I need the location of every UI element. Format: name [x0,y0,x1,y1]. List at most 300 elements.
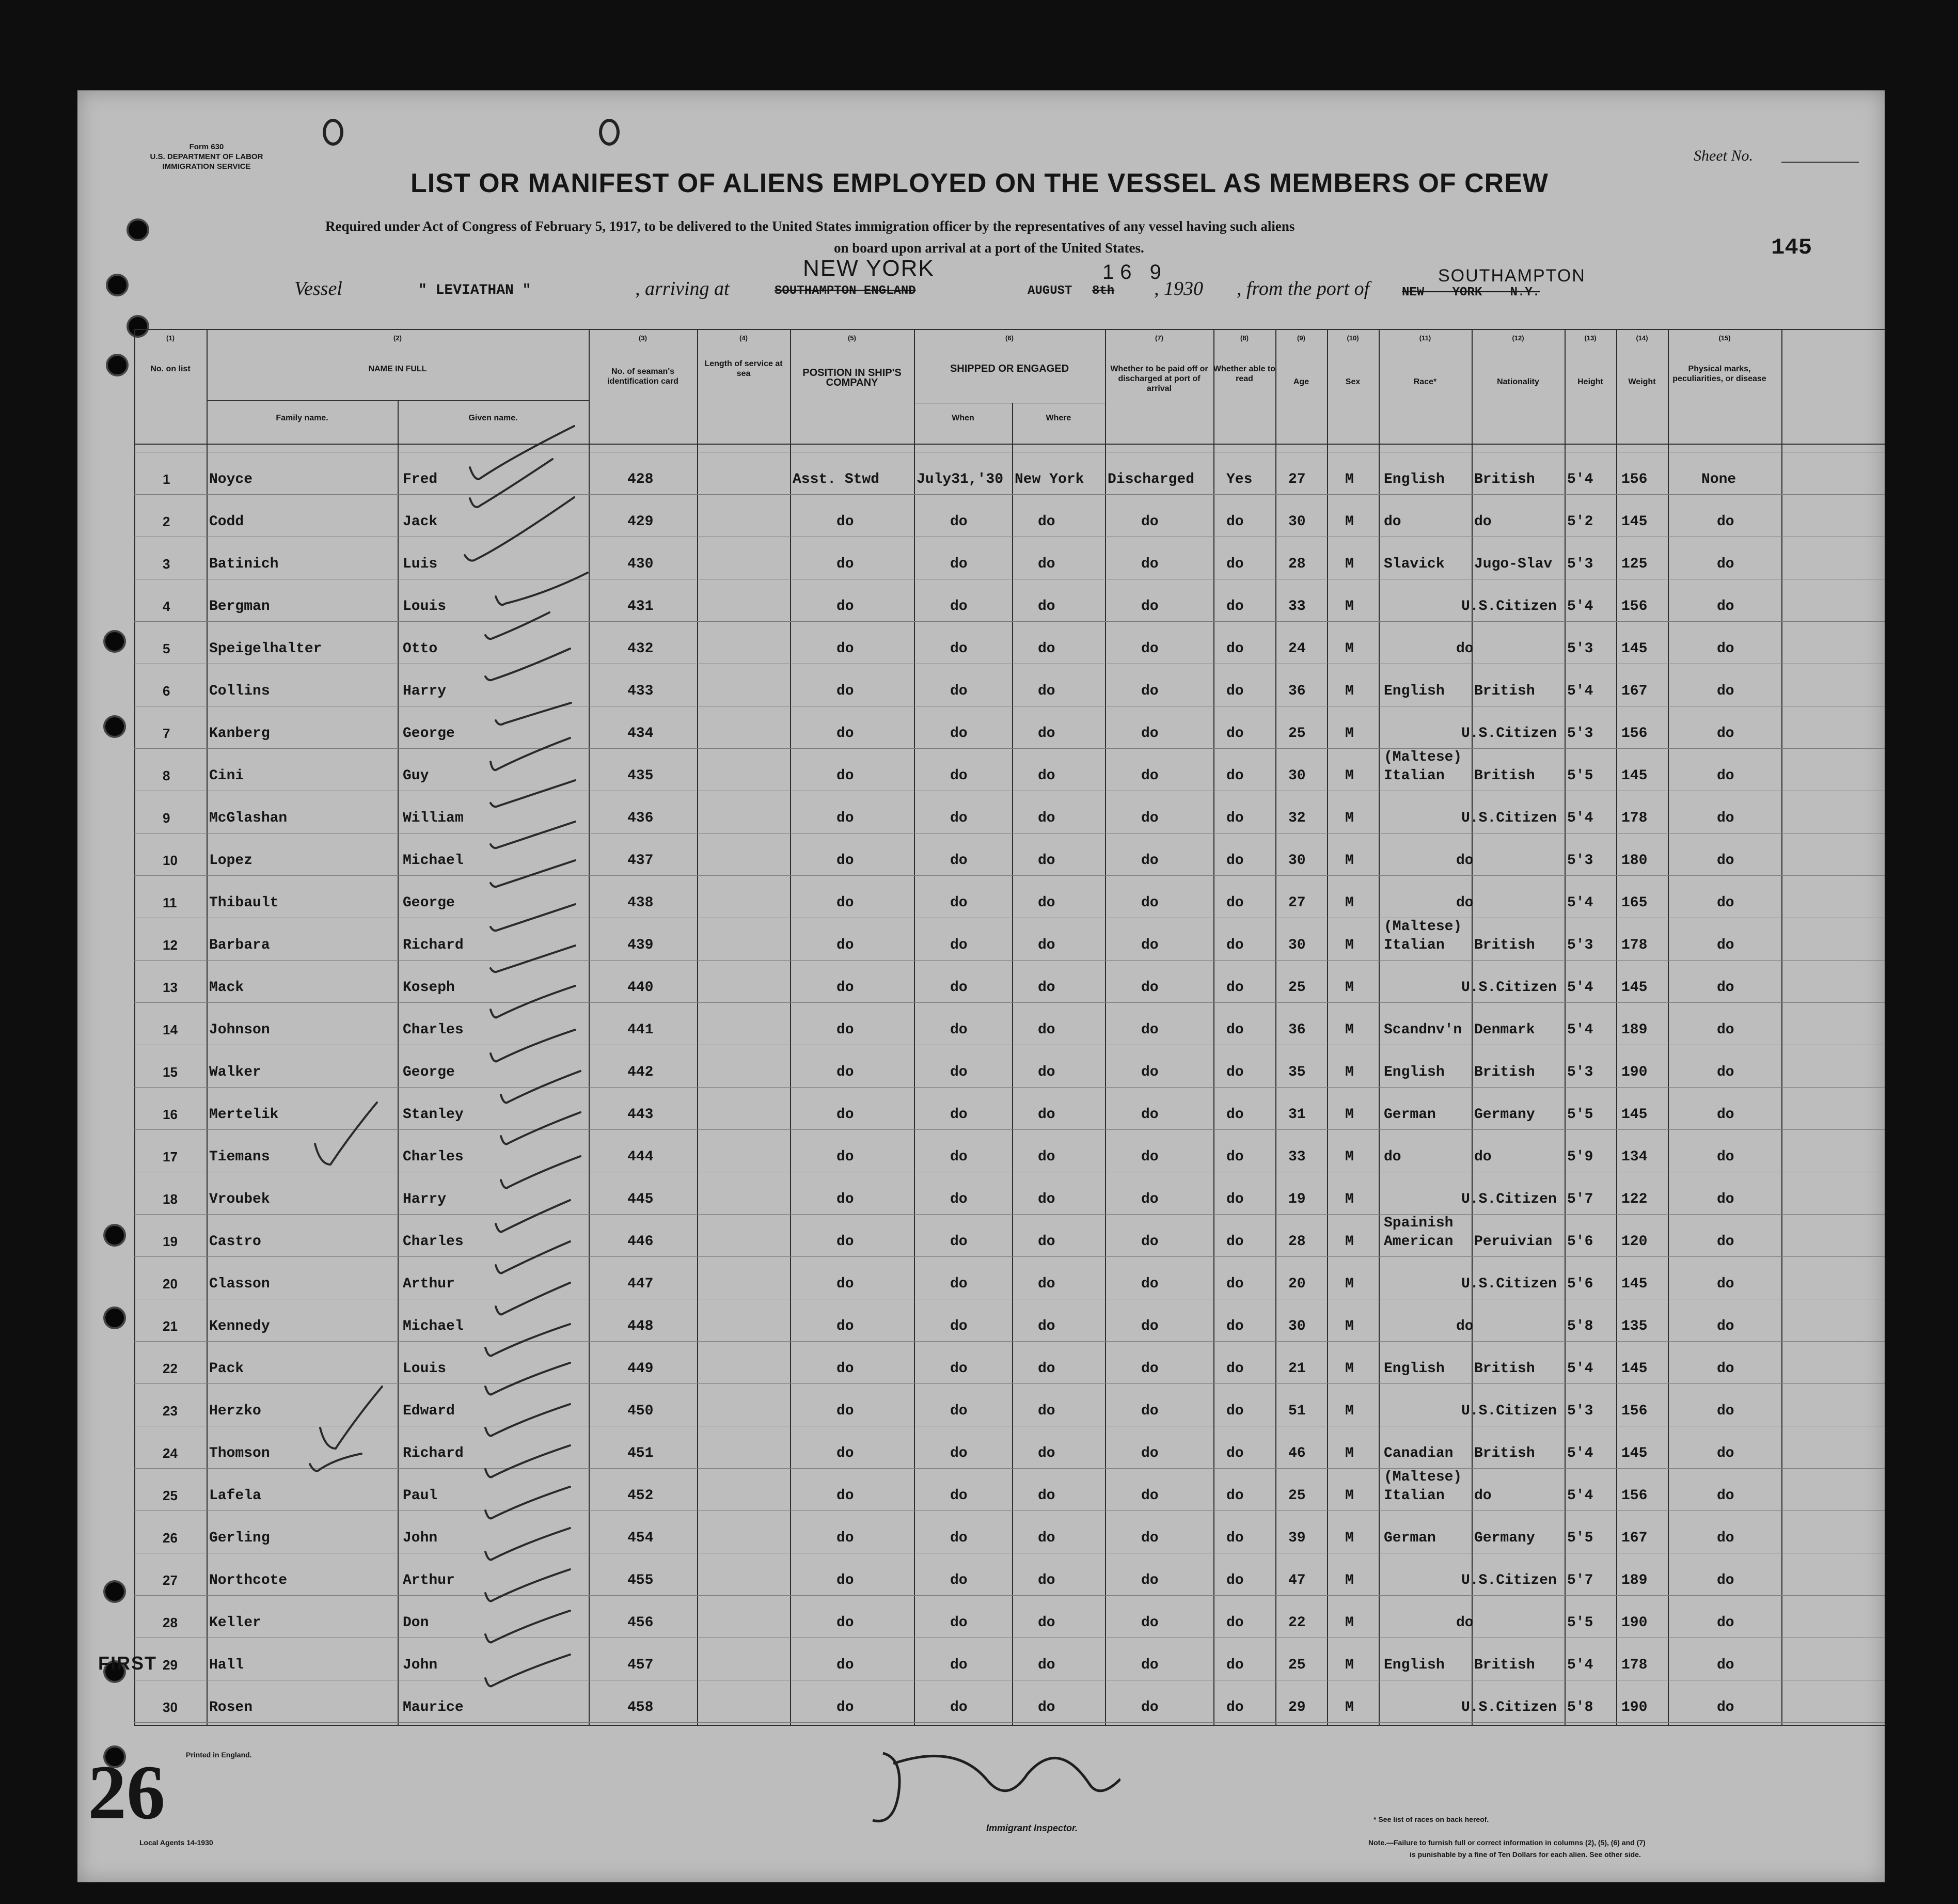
shipped-where: do [1038,1403,1055,1419]
punch-hole [106,354,129,376]
position: do [836,1234,854,1250]
column-divider [1565,329,1566,1726]
able-to-read: do [1226,556,1244,572]
paid-off: do [1141,1107,1159,1123]
nationality: Germany [1474,1530,1535,1546]
row-number: 27 [163,1572,178,1588]
row-number: 26 [163,1530,178,1546]
row-number: 8 [163,768,170,783]
nationality: Peruivian [1474,1234,1553,1250]
column-divider [398,400,399,1726]
given-name: John [403,1657,438,1673]
shipped-when: do [950,641,968,657]
paid-off: do [1141,1530,1159,1546]
physical-marks: do [1717,599,1734,615]
shipped-when: do [950,1361,968,1377]
position: do [836,895,854,911]
family-name: Cini [209,768,244,784]
given-name: Guy [403,768,429,784]
given-name: Richard [403,937,464,953]
column-divider [1327,329,1328,1726]
race: do [1384,514,1401,530]
header-given-name: Given name. [468,414,518,422]
race-note: (Maltese) [1384,919,1462,935]
height: 5'4 [1567,1445,1593,1461]
physical-marks: do [1717,1234,1734,1250]
shipped-when: do [950,1445,968,1461]
height: 5'5 [1567,768,1593,784]
nationality: do [1456,641,1474,657]
paid-off: do [1141,1657,1159,1673]
shipped-when: do [950,1615,968,1631]
able-to-read: do [1226,1276,1244,1292]
nationality: do [1474,1488,1492,1504]
height: 5'7 [1567,1572,1593,1588]
physical-marks: do [1717,768,1734,784]
position: do [836,1488,854,1504]
race: Italian [1384,768,1445,784]
physical-marks: do [1717,1403,1734,1419]
nationality: U.S.Citizen [1461,1276,1557,1292]
shipped-where: New York [1015,471,1084,487]
row-number: 9 [163,810,170,826]
shipped-where: do [1038,1700,1055,1716]
sex: M [1345,1234,1354,1250]
age: 51 [1288,1403,1306,1419]
column-divider [1213,329,1214,1726]
given-name: Edward [403,1403,455,1419]
header-when: When [952,414,974,422]
shipped-where: do [1038,1657,1055,1673]
row-number: 19 [163,1234,178,1249]
shipped-where: do [1038,1276,1055,1292]
column-number: (3) [639,334,647,342]
sex: M [1345,1149,1354,1165]
shipped-where: do [1038,810,1055,826]
given-name: George [403,726,455,742]
binder-ring [599,119,620,146]
column-number: (13) [1584,334,1597,342]
arrival-year: , 1930 [1154,278,1203,300]
column-number: (7) [1155,334,1163,342]
height: 5'7 [1567,1191,1593,1207]
shipped-when: do [950,1488,968,1504]
able-to-read: do [1226,1064,1244,1080]
nationality: Germany [1474,1107,1535,1123]
sex: M [1345,1191,1354,1207]
paid-off: do [1141,980,1159,996]
shipped-when: do [950,1700,968,1716]
weight: 156 [1621,471,1648,487]
sex: M [1345,853,1354,869]
family-name: Speigelhalter [209,641,322,657]
nationality: U.S.Citizen [1461,810,1557,826]
able-to-read: do [1226,1149,1244,1165]
height: 5'3 [1567,853,1593,869]
column-divider [1275,329,1276,1726]
nationality: British [1474,1657,1535,1673]
given-name: George [403,1064,455,1080]
row-number: 6 [163,683,170,699]
paid-off: do [1141,810,1159,826]
column-divider [914,329,915,1726]
height: 5'2 [1567,514,1593,530]
given-name: Louis [403,599,447,615]
paid-off: do [1141,768,1159,784]
card-number: 441 [627,1022,654,1038]
header-height: Height [1577,377,1603,386]
height: 5'4 [1567,599,1593,615]
from-port-struck: NEW YORK N.Y. [1402,286,1540,300]
weight: 145 [1621,1445,1648,1461]
position: do [836,810,854,826]
shipped-where: do [1038,1149,1055,1165]
weight: 135 [1621,1318,1648,1334]
card-number: 434 [627,726,654,742]
card-number: 439 [627,937,654,953]
shipped-where: do [1038,1064,1055,1080]
punch-hole [103,1580,126,1603]
from-port-label: , from the port of [1237,278,1370,300]
physical-marks: do [1717,1361,1734,1377]
shipped-where: do [1038,1191,1055,1207]
shipped-where: do [1038,599,1055,615]
column-divider [1105,329,1106,1726]
physical-marks: do [1717,641,1734,657]
row-rule [134,1256,1885,1257]
race-footnote: * See list of races on back hereof. [1373,1815,1489,1823]
card-number: 430 [627,556,654,572]
shipped-where: do [1038,1445,1055,1461]
age: 30 [1288,937,1306,953]
position: do [836,1191,854,1207]
shipped-when: do [950,1191,968,1207]
given-name: Stanley [403,1107,464,1123]
punch-hole [103,715,126,738]
family-name: Hall [209,1657,244,1673]
paid-off: do [1141,514,1159,530]
paid-off: do [1141,895,1159,911]
position: do [836,1107,854,1123]
row-rule [134,1722,1885,1723]
weight: 167 [1621,683,1648,699]
row-number: 7 [163,726,170,741]
column-divider [1472,329,1473,1726]
weight: 190 [1621,1064,1648,1080]
family-name: Castro [209,1234,261,1250]
weight: 167 [1621,1530,1648,1546]
form-number: Form 630 [189,143,224,151]
family-name: Mertelik [209,1107,279,1123]
nationality: British [1474,937,1535,953]
punch-hole [103,1307,126,1329]
paid-off: do [1141,937,1159,953]
column-divider [1616,329,1617,1726]
physical-marks: do [1717,1657,1734,1673]
family-name: Walker [209,1064,261,1080]
given-name: Jack [403,514,438,530]
weight: 156 [1621,599,1648,615]
penalty-note-line1: Note.—Failure to furnish full or correct information in columns (2), (5), (6) and (7) [1368,1838,1646,1847]
family-name: Thibault [209,895,279,911]
physical-marks: do [1717,1488,1734,1504]
age: 21 [1288,1361,1306,1377]
sex: M [1345,810,1354,826]
card-number: 451 [627,1445,654,1461]
sex: M [1345,1530,1354,1546]
position: do [836,853,854,869]
position: do [836,980,854,996]
family-name: Vroubek [209,1191,270,1207]
height: 5'4 [1567,1361,1593,1377]
physical-marks: do [1717,1022,1734,1038]
row-number: 11 [163,895,177,910]
physical-marks: do [1717,1572,1734,1588]
physical-marks: do [1717,683,1734,699]
weight: 165 [1621,895,1648,911]
shipped-when: do [950,599,968,615]
given-name: John [403,1530,438,1546]
first-stamp: FIRST [98,1653,157,1674]
shipped-when: do [950,1234,968,1250]
race-note: Spainish [1384,1215,1454,1231]
given-name: Louis [403,1361,447,1377]
column-divider [790,329,791,1726]
shipped-when: do [950,1318,968,1334]
column-number: (8) [1240,334,1249,342]
header-position: POSITION IN SHIP'S COMPANY [802,367,902,388]
header-no-on-list: No. on list [150,365,191,373]
able-to-read: do [1226,810,1244,826]
family-name: Batinich [209,556,279,572]
physical-marks: do [1717,937,1734,953]
row-number: 14 [163,1022,178,1037]
column-number: (4) [739,334,748,342]
height: 5'8 [1567,1700,1593,1716]
paid-off: do [1141,1403,1159,1419]
nationality: do [1456,895,1474,911]
paid-off: Discharged [1108,471,1195,487]
shipped-when: do [950,556,968,572]
weight: 134 [1621,1149,1648,1165]
weight: 178 [1621,937,1648,953]
age: 27 [1288,895,1306,911]
row-rule [134,960,1885,961]
punch-hole [127,315,149,338]
shipped-where: do [1038,1488,1055,1504]
shipped-when: do [950,683,968,699]
row-number: 24 [163,1445,178,1461]
card-number: 448 [627,1318,654,1334]
sex: M [1345,1615,1354,1631]
weight: 156 [1621,1403,1648,1419]
age: 47 [1288,1572,1306,1588]
weight: 178 [1621,1657,1648,1673]
position: do [836,1064,854,1080]
card-number: 432 [627,641,654,657]
position: do [836,1445,854,1461]
weight: 145 [1621,641,1648,657]
age: 25 [1288,980,1306,996]
age: 36 [1288,1022,1306,1038]
race-note: (Maltese) [1384,749,1462,765]
column-number: (14) [1636,334,1648,342]
race: Slavick [1384,556,1445,572]
nationality: U.S.Citizen [1461,1403,1557,1419]
physical-marks: do [1717,1615,1734,1631]
physical-marks: do [1717,1318,1734,1334]
row-rule [134,748,1885,749]
age: 31 [1288,1107,1306,1123]
physical-marks: do [1717,1064,1734,1080]
family-name: Collins [209,683,270,699]
position: do [836,1318,854,1334]
row-rule [134,1087,1885,1088]
page-number-26: 26 [88,1750,165,1835]
age: 36 [1288,683,1306,699]
sex: M [1345,599,1354,615]
shipped-when: do [950,768,968,784]
column-divider [1668,329,1669,1726]
arriving-label: , arriving at [635,278,730,300]
row-rule [134,494,1885,495]
age: 30 [1288,1318,1306,1334]
given-name: Koseph [403,980,455,996]
weight: 178 [1621,810,1648,826]
shipped-when: do [950,980,968,996]
column-divider [697,329,698,1726]
paid-off: do [1141,726,1159,742]
height: 5'4 [1567,980,1593,996]
given-name: William [403,810,464,826]
service: IMMIGRATION SERVICE [162,162,251,171]
height: 5'5 [1567,1530,1593,1546]
row-number: 2 [163,514,170,529]
row-number: 28 [163,1615,178,1630]
physical-marks: do [1717,810,1734,826]
header-sex: Sex [1345,377,1361,386]
able-to-read: do [1226,980,1244,996]
able-to-read: do [1226,641,1244,657]
given-name: Michael [403,853,464,869]
weight: 120 [1621,1234,1648,1250]
arrival-date-struck: 8th [1092,284,1115,298]
sex: M [1345,1064,1354,1080]
given-name: Harry [403,683,447,699]
shipped-where: do [1038,514,1055,530]
shipped-where: do [1038,1022,1055,1038]
weight: 145 [1621,514,1648,530]
row-number: 15 [163,1064,178,1080]
row-rule [134,1129,1885,1130]
paid-off: do [1141,1022,1159,1038]
card-number: 458 [627,1700,654,1716]
column-number: (10) [1347,334,1359,342]
paid-off: do [1141,1318,1159,1334]
able-to-read: do [1226,768,1244,784]
shipped-where: do [1038,556,1055,572]
given-name: Arthur [403,1276,455,1292]
height: 5'5 [1567,1107,1593,1123]
card-number: 437 [627,853,654,869]
arrival-date-stamp: 16 9 [1102,261,1167,284]
given-name: Paul [403,1488,438,1504]
card-number: 433 [627,683,654,699]
paid-off: do [1141,599,1159,615]
shipped-when: do [950,1107,968,1123]
paid-off: do [1141,641,1159,657]
age: 35 [1288,1064,1306,1080]
family-name: Herzko [209,1403,261,1419]
paid-off: do [1141,1572,1159,1588]
age: 24 [1288,641,1306,657]
position: do [836,726,854,742]
age: 30 [1288,514,1306,530]
column-divider [1379,329,1380,1726]
family-name: McGlashan [209,810,288,826]
column-number: (1) [166,334,175,342]
given-name: Richard [403,1445,464,1461]
subtitle-line1: Required under Act of Congress of February 5, 1917, to be delivered to the United States immigration officer by the representatives of any vessel having such aliens [325,218,1295,234]
race: German [1384,1107,1436,1123]
height: 5'5 [1567,1615,1593,1631]
weight: 156 [1621,1488,1648,1504]
nationality: U.S.Citizen [1461,980,1557,996]
race: German [1384,1530,1436,1546]
nationality: U.S.Citizen [1461,1191,1557,1207]
row-number: 5 [163,641,170,656]
weight: 125 [1621,556,1648,572]
header-age: Age [1293,377,1309,386]
height: 5'3 [1567,726,1593,742]
row-number: 1 [163,471,170,487]
age: 27 [1288,471,1306,487]
punch-hole [103,1224,126,1247]
physical-marks: do [1717,853,1734,869]
race: English [1384,471,1445,487]
table-bottom-border [134,1725,1885,1726]
column-number: (9) [1297,334,1305,342]
family-name: Thomson [209,1445,270,1461]
column-divider [1781,329,1782,1726]
sex: M [1345,1700,1354,1716]
height: 5'6 [1567,1276,1593,1292]
punch-hole [103,630,126,653]
row-rule [134,1341,1885,1342]
shipped-when: do [950,810,968,826]
card-number: 446 [627,1234,654,1250]
physical-marks: do [1717,514,1734,530]
age: 32 [1288,810,1306,826]
sex: M [1345,683,1354,699]
able-to-read: do [1226,726,1244,742]
shipped-where: do [1038,1572,1055,1588]
card-number: 454 [627,1530,654,1546]
arriving-port-stamp: NEW YORK [803,256,935,281]
shipped-when: July31,'30 [917,471,1004,487]
header-family-name: Family name. [276,414,328,422]
weight: 145 [1621,1361,1648,1377]
able-to-read: do [1226,1403,1244,1419]
physical-marks: do [1717,556,1734,572]
able-to-read: do [1226,1530,1244,1546]
age: 22 [1288,1615,1306,1631]
physical-marks: do [1717,726,1734,742]
given-name: Otto [403,641,438,657]
family-name: Classon [209,1276,270,1292]
height: 5'4 [1567,683,1593,699]
header-where: Where [1046,414,1071,422]
